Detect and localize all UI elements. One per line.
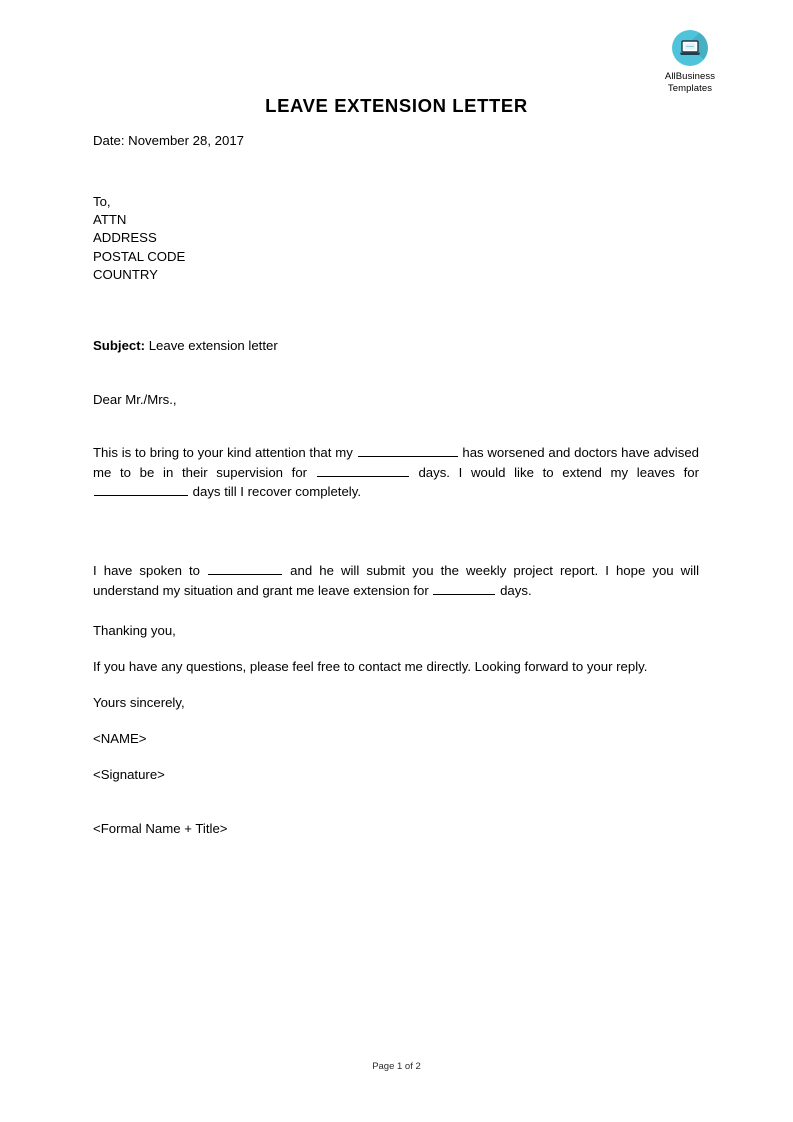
paragraph-1-part-1: This is to bring to your kind attention that my	[93, 445, 353, 460]
recipient-block	[93, 193, 185, 284]
fill-blank-colleague-name[interactable]	[208, 561, 282, 575]
subject-label: Subject:	[93, 338, 146, 353]
brand-name	[635, 71, 745, 94]
letter-body	[93, 131, 699, 836]
questions-line: If you have any questions, please feel free to contact me directly. Looking forward to your reply.	[93, 659, 648, 674]
paragraph-2-part-2: and he will submit you the weekly project report. I hope you will understand my situation and grant me leave extension for	[93, 563, 699, 598]
recipient-line-to: To,	[93, 194, 111, 209]
paragraph-1-part-4: days till I recover completely.	[192, 484, 361, 499]
paragraph-2-part-1: I have spoken to	[93, 563, 200, 578]
paragraph-2	[93, 561, 699, 600]
date-line: Date: November 28, 2017	[93, 133, 245, 148]
formal-name-placeholder: <Formal Name + Title>	[93, 821, 228, 836]
recipient-line-postal-code: POSTAL CODE	[93, 248, 186, 264]
page-footer: Page 1 of 2	[372, 1061, 421, 1072]
name-placeholder: <NAME>	[93, 731, 147, 746]
laptop-icon	[672, 30, 708, 66]
subject-value: Leave extension letter	[148, 338, 278, 353]
brand-name-line-1: AllBusiness	[664, 71, 716, 82]
thanking-line: Thanking you,	[93, 623, 176, 638]
paragraph-1-part-3: days. I would like to extend my leaves for	[418, 464, 699, 480]
paragraph-1-part-2: has worsened and doctors have advised me to be in their supervision for	[93, 445, 699, 480]
signature-placeholder: <Signature>	[93, 767, 165, 782]
paragraph-1	[93, 443, 699, 502]
fill-blank-leave-days[interactable]	[433, 581, 495, 595]
fill-blank-extension-days[interactable]	[94, 482, 188, 496]
brand-name-line-2: Templates	[667, 82, 713, 94]
fill-blank-illness[interactable]	[358, 443, 458, 457]
closing-line: Yours sincerely,	[93, 695, 185, 710]
brand-logo	[635, 30, 745, 94]
paragraph-2-part-3: days.	[500, 582, 532, 598]
page-title: LEAVE EXTENSION LETTER	[265, 95, 528, 116]
subject-line	[93, 336, 278, 356]
recipient-line-country: COUNTRY	[93, 266, 158, 282]
recipient-line-attn: ATTN	[93, 212, 127, 228]
salutation: Dear Mr./Mrs.,	[93, 392, 177, 407]
fill-blank-supervision-days[interactable]	[317, 463, 409, 477]
recipient-line-address: ADDRESS	[93, 230, 157, 246]
